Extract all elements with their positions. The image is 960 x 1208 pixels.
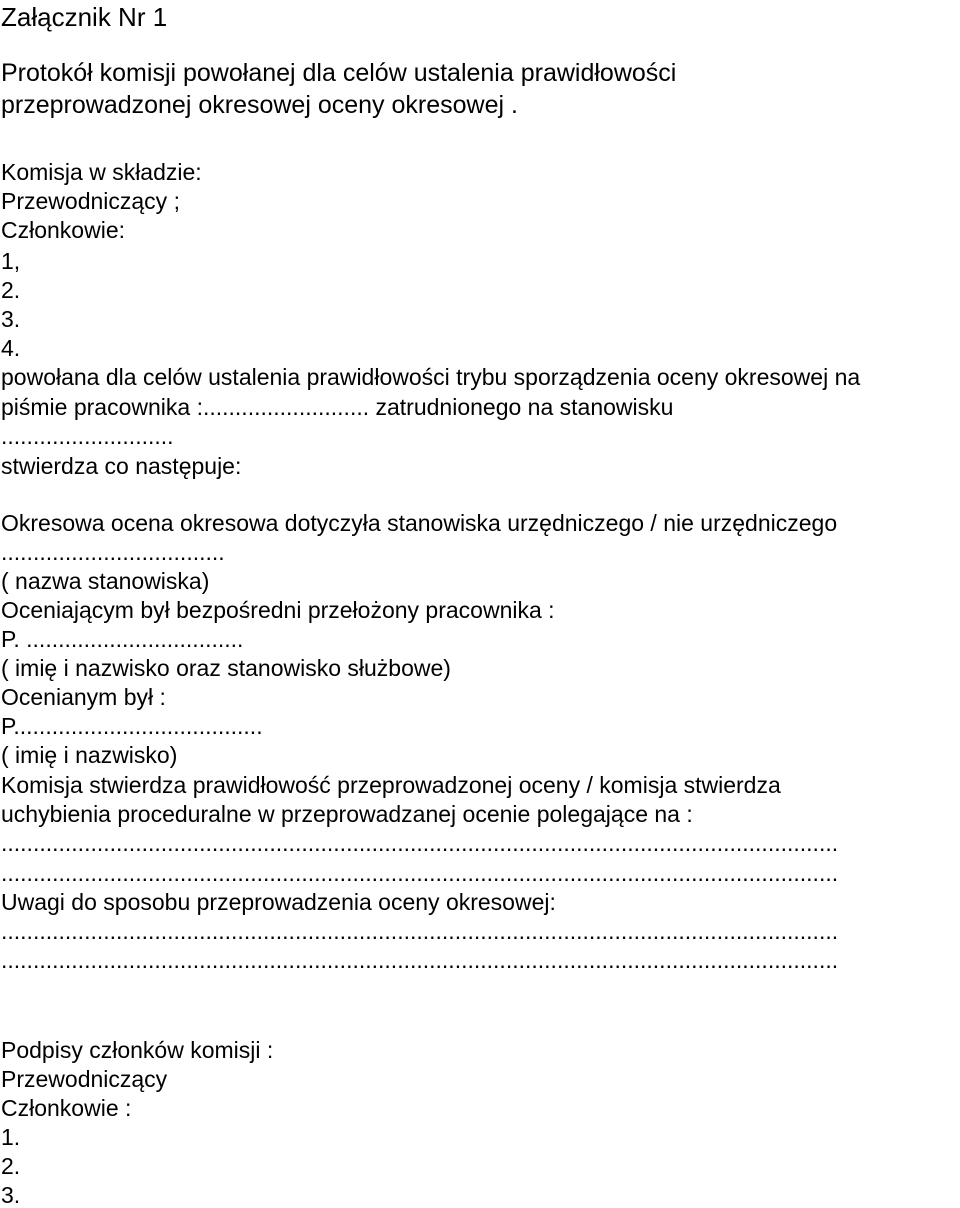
signatures-members-label: Członkowie :	[1, 1095, 132, 1121]
attachment-title: Załącznik Nr 1	[1, 2, 168, 32]
signature-member-1: 1.	[1, 1124, 21, 1150]
assessor-hint: ( imię i nazwisko oraz stanowisko służbowe)	[1, 655, 451, 681]
assessed-label: Ocenianym był :	[1, 684, 166, 710]
signatures-chair: Przewodniczący	[1, 1066, 168, 1092]
member-number-2: 2.	[1, 277, 21, 303]
members-label: Członkowie:	[1, 217, 125, 243]
chair-label: Przewodniczący ;	[1, 188, 180, 214]
purpose-line-1: powołana dla celów ustalenia prawidłowości trybu sporządzenia oceny okresowej na	[1, 364, 861, 390]
signature-member-2: 2.	[1, 1153, 21, 1179]
purpose-line-2: piśmie pracownika :.......................... zatrudnionego na stanowisku	[1, 394, 674, 420]
heading-line-2: przeprowadzonej okresowej oceny okresowej .	[1, 91, 518, 119]
assessment-dots: ...................................	[1, 539, 225, 565]
states-label: stwierdza co następuje:	[1, 453, 242, 479]
member-number-4: 4.	[1, 335, 21, 361]
findings-line-2: uchybienia proceduralne w przeprowadzanej ocenie polegające na :	[1, 801, 693, 827]
remarks-dots-2: ...................................................................................................................................	[1, 949, 839, 972]
heading-line-1: Protokół komisji powołanej dla celów ustalenia prawidłowości	[1, 59, 677, 87]
position-name-hint: ( nazwa stanowiska)	[1, 568, 210, 594]
remarks-label: Uwagi do sposobu przeprowadzenia oceny okresowej:	[1, 889, 556, 915]
findings-dots-2: ...................................................................................................................................	[1, 862, 839, 885]
assessed-hint: ( imię i nazwisko)	[1, 742, 178, 768]
assessed-value: P.......................................	[1, 713, 263, 739]
purpose-line-3: ...........................	[1, 423, 174, 449]
member-number-3: 3.	[1, 306, 21, 332]
findings-line-1: Komisja stwierdza prawidłowość przeprowadzonej oceny / komisja stwierdza	[1, 772, 781, 798]
assessment-line: Okresowa ocena okresowa dotyczyła stanowiska urzędniczego / nie urzędniczego	[1, 510, 838, 536]
assessor-value: P. ..................................	[1, 626, 244, 652]
findings-dots-1: ...................................................................................................................................	[1, 832, 839, 855]
signature-member-3: 3.	[1, 1182, 21, 1208]
signatures-label: Podpisy członków komisji :	[1, 1037, 274, 1063]
assessor-label: Oceniającym był bezpośredni przełożony pracownika :	[1, 597, 555, 623]
commission-label: Komisja w składzie:	[1, 159, 202, 185]
member-number-1: 1,	[1, 248, 21, 274]
remarks-dots-1: ...................................................................................................................................	[1, 920, 839, 943]
